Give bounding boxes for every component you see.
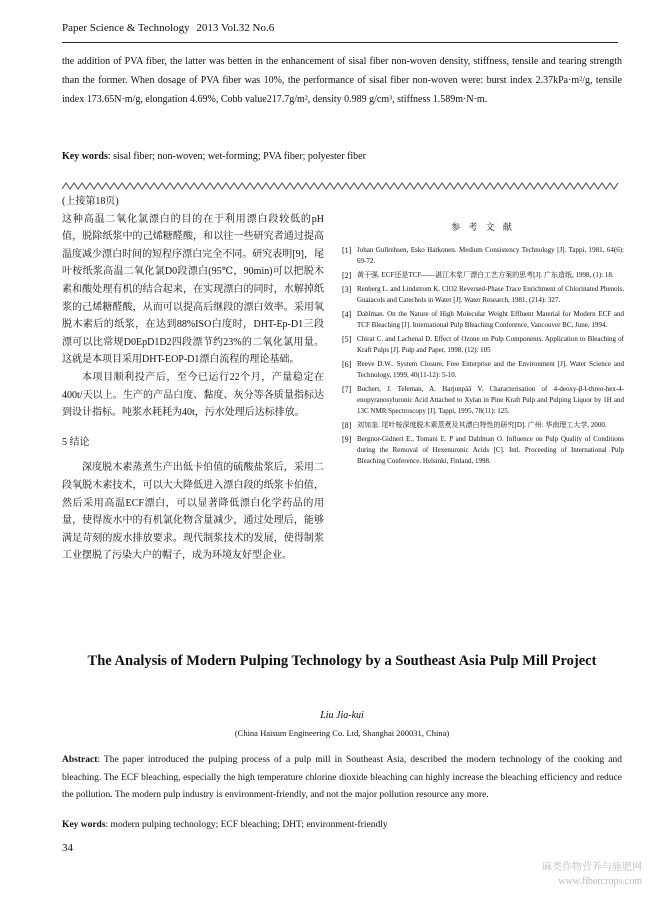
reference-text: Dahlman. On the Nature of High Molecular Weight Effluent Material for Modern ECF and TCF Bleaching [J]. International Pulp Bleaching Conference, Vancouver BC, June, 1994. xyxy=(357,310,624,329)
watermark-line: www.fibercrops.com xyxy=(558,876,642,887)
reference-item xyxy=(342,384,624,417)
watermark-line: 麻类作物营养与施肥网 xyxy=(542,862,642,873)
article-affiliation: (China Haisum Engineering Co. Ltd, Shanghai 200031, China) xyxy=(234,728,450,738)
header-rule xyxy=(62,42,618,43)
reference-item xyxy=(342,309,624,331)
reference-text: 刘加奎. 尾叶桉深度脱木素蒸煮及其漂白特性的研究[D]. 广州: 华南理工大学, 2000. xyxy=(357,421,607,429)
reference-number: [1] xyxy=(342,246,352,255)
journal-volume: 2013 Vol.32 No.6 xyxy=(196,22,275,34)
reference-text: Chirat C. and Lachenal D. Effect of Ozone on Pulp Components. Application to Bleaching of Kraft Pulps [J]. Pulp and Paper, 1998, (12): 105 xyxy=(357,335,624,354)
body-paragraph: 深度脱木素蒸煮生产出低卡伯值的硫酸盐浆后，采用二段氧脱木素技术，可以大大降低进入漂白段的纸浆卡伯值，然后采用高温ECF漂白，可以显著降低漂白化学药品的用量，使得废水中的有机氯化物含量减少，通过处理后，能够满足苛刻的废水排放要求。现代制浆技术的发展，使得制浆工业摆脱了污染大户的帽子，成为环境友好型企业。 xyxy=(62,462,324,562)
reference-number: [9] xyxy=(342,435,352,444)
abstract-text: : The paper introduced the pulping process of a pulp mill in Southeast Asia, described the modern technology of the cooking and bleaching. The ECF bleaching, especially the high temperature chlorine dioxide bleaching can highly increase the bleaching efficiency and reduce the pollution. The modern pulp industry is environment-friendly, and not the major pollution resource any more. xyxy=(62,755,622,800)
references-title: 参 考 文 献 xyxy=(451,222,515,232)
reference-number: [2] xyxy=(342,271,352,280)
running-header xyxy=(62,22,274,34)
reference-number: [5] xyxy=(342,335,352,344)
body-paragraph: 这种高温二氧化氯漂白的目的在于利用漂白段较低的pH值，脱除纸浆中的己烯糖醛酸，和以往一些研究者通过提高温度减少漂白时间的短程序漂白完全不同。研究表明[9]，尾叶桉纸浆高温二氧化氯D0段漂白(95℃，90min)可以把脱木素和酸处理有机的结合起来，在实现漂白的同时，水解掉纸浆的己烯糖醛酸，从而可以提高后继段的漂白效率。采用氧脱木素后的纸浆，在达到88%ISO白度时，DHT-Ep-D1三段漂可以比常规D0EpD1D2四段漂节约23%的二氧化氯用量。这就是本项目采用DHT-EOP-D1漂白流程的理论基础。 xyxy=(62,213,324,366)
reference-number: [3] xyxy=(342,285,352,294)
reference-text: Buchert, J. Teleman, A. Harjunpää V. Characterisation of 4-deoxy-β-l-threo-hex-4-enopyranosyluronic Acid Attached to Xylan in Pine Kraft Pulp and Pulping Liquor by 1H and 13C NMR Spectroscopy [J]. Tappi, 1995, 78(11): 125. xyxy=(357,385,624,415)
top-keywords xyxy=(62,147,622,166)
body-paragraph: 本项目顺利投产后，至今已运行22个月，产量稳定在400t/天以上。生产的产品白度、黏度、灰分等各质量指标达到设计指标。吨浆水耗耗为40t，污水处理后达标排放。 xyxy=(62,371,324,419)
article-title: The Analysis of Modern Pulping Technology by a Southeast Asia Pulp Mill Project xyxy=(87,653,597,669)
reference-text: Bergnor-Gidnert E., Tomani E. P and Dahlman O. Influence on Pulp Quality of Conditions during the Removal of Hexenuronic Acids [C]. Intl. Proceeding of International Pulp Bleaching Conference. Helsinki, Finland, 1998. xyxy=(357,435,624,465)
reference-number: [7] xyxy=(342,385,352,394)
top-abstract xyxy=(62,52,622,109)
references-column xyxy=(342,222,624,470)
article-abstract xyxy=(62,752,622,805)
reference-item xyxy=(342,270,624,281)
reference-item xyxy=(342,434,624,467)
reference-text: Johan Gullrehsen, Esko Harkonen. Medium Consistency Technology [J]. Tappi, 1981, 64(6): 69-72. xyxy=(357,246,624,265)
top-keywords-text: : sisal fiber; non-woven; wet-forming; PVA fiber; polyester fiber xyxy=(107,151,366,162)
reference-text: Renberg L. and Lindstrom K. ClO2 Reversed-Phase Trace Enrichment of Chlorinated Phenols, Guaiacols and Catechols in Water [J]. Water Research, 1981, (214): 327. xyxy=(357,285,624,304)
section-divider xyxy=(62,182,620,190)
journal-name: Paper Science & Technology xyxy=(62,22,190,34)
reference-item xyxy=(342,359,624,381)
abstract-label: Abstract xyxy=(62,755,98,765)
reference-item xyxy=(342,245,624,267)
left-column xyxy=(62,193,324,565)
reference-list xyxy=(342,245,624,467)
reference-number: [8] xyxy=(342,421,352,430)
reference-text: Reeve D.W.. System Closure, Free Enterprise and the Environment [J]. Water Science and Technology, 1999, 40(11-12): 5-10. xyxy=(357,360,624,379)
reference-item xyxy=(342,284,624,306)
reference-number: [6] xyxy=(342,360,352,369)
section-heading: 5 结论 xyxy=(62,436,90,448)
keywords-text: : modern pulping technology; ECF bleaching; DHT; environment-friendly xyxy=(105,820,388,830)
reference-text: 黄干强. ECF还是TCF——湛江木浆厂漂白工艺方案的思考[J]. 广东造纸, 1998, (1): 18. xyxy=(357,271,614,279)
continued-note: (上接第18页) xyxy=(62,196,119,207)
article-author: Liu Jia-kui xyxy=(320,710,364,721)
reference-item xyxy=(342,334,624,356)
top-keywords-label: Key words xyxy=(62,151,108,162)
keywords-label: Key words xyxy=(62,820,106,830)
top-abstract-text: the addition of PVA fiber, the latter was betten in the enhancement of sisal fiber non-woven density, stiffness, tensile and tearing strength than the former. When dosage of PVA fiber was 10%, the performance of sisal fiber non-woven were: burst index 2.37kPa·m²/g, tensile index 173.65N·m/g, elongation 4.69%, Cobb value217.7g/m², density 0.989 g/cm³, stiffness 1.589m·N·m. xyxy=(62,56,622,105)
page-number: 34 xyxy=(62,842,73,854)
watermark xyxy=(542,861,642,889)
reference-item xyxy=(342,420,624,431)
reference-number: [4] xyxy=(342,310,352,319)
article-keywords xyxy=(62,820,388,830)
